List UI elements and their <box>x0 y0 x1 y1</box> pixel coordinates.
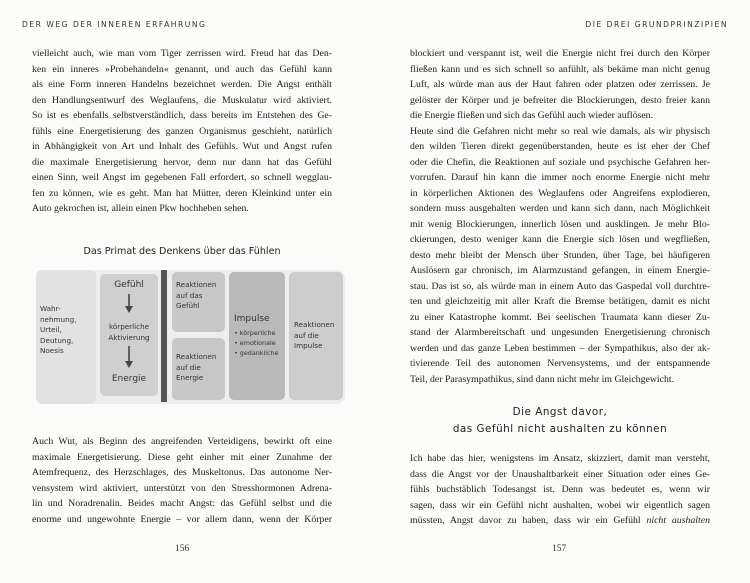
text-line: den wilden Tieren direkt gegenüberstanden, heute es ist eher der Chef <box>410 141 710 152</box>
text-line: gelöster der Körper und je befreiter die Blockierungen, desto freier kann <box>410 94 710 106</box>
figure-title: Das Primat des Denkens über das Fühlen <box>83 246 281 257</box>
reaktionen-energie-label <box>176 352 224 384</box>
koerperliche-aktivierung-label <box>100 322 158 343</box>
reaktionen-gefuehl-line: Gefühl <box>176 301 200 310</box>
perception-label <box>40 304 96 357</box>
perception-line: Wahr- <box>40 304 61 313</box>
perception-line: Urteil, <box>40 325 62 334</box>
reaktionen-gefuehl-label <box>176 280 224 312</box>
text-line: Auslösern gar chronisch, im Alarmzustand gefangen, in einem Energie- <box>410 265 710 276</box>
impulse-item: • emotionale <box>234 339 276 347</box>
text-line: vorrufen. Darauf hin kann die immer noch enorme Energie nicht mehr <box>410 172 710 183</box>
reaktionen-gefuehl-line: Reaktionen <box>176 280 217 289</box>
gefuehl-label: Gefühl <box>114 280 144 290</box>
running-header-left: DER WEG DER INNEREN ERFAHRUNG <box>22 20 207 29</box>
text-line: sondern muss ausgehalten werden und kann sich dann, nach Möglichkeit <box>410 203 710 214</box>
text-line: in Abhängigkeit von Art und Inhalt des Gefühls. Wut und Angst rufen <box>32 141 332 152</box>
right-page-bottom-text <box>410 451 710 529</box>
text-line: die maximale Energetisierung hervor, denn nur dann hat das Gefühl <box>32 156 332 168</box>
text-line: ckierungen, desto weniger kann die Energie sich lösen und wegfließen, <box>410 234 710 245</box>
koerperliche-line: körperliche <box>108 322 150 331</box>
left-page-bottom-text <box>32 434 332 527</box>
divider-bar <box>161 270 167 402</box>
section-heading-line-1: Die Angst davor, <box>512 406 608 418</box>
text-line: fühls buchstäblich Todesangst ist. Denn was bedeutet es, wenn wir <box>410 484 710 495</box>
impulse-title: Impulse <box>234 314 270 324</box>
text-line: müssten, Angst davor zu haben, dass wir ein Gefühl nicht aushalten <box>410 515 710 526</box>
left-page-top-text <box>32 46 332 217</box>
text-line: dass die Angst vor der Unaushaltbarkeit einer Situation oder eines Ge- <box>410 468 710 480</box>
text-line: tivierende Teil des autonomen Nervensystems, und der entspannende <box>410 358 710 369</box>
text-line: oder die Chefin, die Reaktionen auf soziale und psychische Gefahren her- <box>410 156 710 168</box>
text-line: einen Sinn, weil Angst im gegebenen Fall erfordert, so schnell wegglau- <box>32 172 332 183</box>
reaktionen-impulse-line: Impulse <box>294 341 323 350</box>
impulse-list <box>234 328 286 358</box>
koerperliche-line: Aktivierung <box>108 332 150 342</box>
italic-phrase: nicht aushalten <box>646 515 710 526</box>
text-line: fühls eine Energetisierung des ganzen Organismus geschieht, natürlich <box>32 125 332 137</box>
text-line: den Handlungsentwurf des Weglaufens, die Muskulatur wird aktiviert. <box>32 94 332 106</box>
text-line: die Energie fließen und sich das Gefühl auch wieder auflösen. <box>410 110 654 121</box>
text-line: als eine Form inneren Handelns bezeichnet werden. Die Angst enthält <box>32 79 332 90</box>
text-line: fließen kann und es sich schnell so anfühlt, als bekäme man nicht genug <box>410 63 710 75</box>
text-line: Atemfrequenz, des Herzschlages, des Muskeltonus. Das autonome Ner- <box>32 467 332 478</box>
reaktionen-impulse-line: Reaktionen <box>294 320 335 329</box>
reaktionen-energie-line: auf die <box>176 362 201 372</box>
text-line: Auch Wut, als Beginn des angreifenden Verteidigens, bewirkt oft eine <box>32 436 332 447</box>
reaktionen-energie-line: Energie <box>176 373 204 382</box>
text-line: in körperlichen Aktionen des Weglaufens oder Angreifens explodieren, <box>410 187 710 199</box>
text-line: lin und Noradrenalin. Beides macht Angst: das Gefühl selbst und die <box>32 498 332 509</box>
perception-line: nehmung, <box>40 314 77 324</box>
reaktionen-impulse-label <box>294 320 342 352</box>
reaktionen-impulse-line: auf die <box>294 330 319 340</box>
page-number-left: 156 <box>175 544 190 554</box>
energie-label: Energie <box>111 374 147 384</box>
perception-line: Noesis <box>40 346 64 355</box>
figure <box>32 268 350 406</box>
text-line: ken ein inneres »Probehandeln« genannt, und auch das Gefühl kann <box>32 63 332 75</box>
text-line: Luft, als würde man aus der Haut fahren oder platzen oder zerrissen. Je <box>410 79 710 90</box>
text-line: maximale Energetisierung. Diese geht einher mit einer Zunahme der <box>32 451 332 463</box>
text-line: mit wenig Blockierungen, innerlich lösen und ausklingen. Je mehr Blo- <box>410 218 710 230</box>
text-line: desto mehr bleibt der Mensch über Stunden, über Tage, bei häufigeren <box>410 249 710 261</box>
text-line: Teil, der Parasympathikus, sind dann nicht mehr im Gleichgewicht. <box>410 373 675 385</box>
impulse-item: • gedankliche <box>234 349 279 357</box>
page-number-right: 157 <box>552 544 567 554</box>
perception-line: Deutung, <box>40 335 74 345</box>
section-heading <box>410 404 710 437</box>
reaktionen-gefuehl-line: auf das <box>176 290 203 300</box>
text-line: zu einer Katastrophe kommt. Bei seelischen Traumata kann dieser Zu- <box>410 311 710 323</box>
text-line: stau. Das ist so, als würde man in einem Auto das Gaspedal voll durchtre- <box>410 280 710 292</box>
text-line: Heute sind die Gefahren nicht mehr so real wie damals, als wir physisch <box>410 125 710 137</box>
text-line: Ich habe das hier, wenigstens im Ansatz, skizziert, damit man versteht, <box>410 453 710 464</box>
text-line: fen zu können, wie es geht. Man hat Mütter, deren Kleinkind unter ein <box>32 187 332 199</box>
text-line: vielleicht auch, wie man vom Tiger zerrissen wird. Freud hat das Den- <box>32 48 332 59</box>
right-page-top-text <box>410 46 710 387</box>
section-heading-line-2: das Gefühl nicht aushalten zu können <box>452 422 668 435</box>
text-line: Auto gekrochen ist, allein einen Pkw hochheben sehen. <box>32 203 249 214</box>
text-line: ten und gleichzeitig mit aller Kraft die Bremse betätigen, damit es nicht <box>410 296 710 307</box>
text-line: So ist es ebenfalls selbstverständlich, dass bereits im Entstehen des Ge- <box>32 110 332 121</box>
text-line: stand der Alarmbereitschaft und ungesunden Energetisierung chronisch <box>410 327 710 338</box>
text-line: vensystem wird aktiviert, unterstützt von den Stresshormonen Adrena- <box>32 482 332 494</box>
text-line: sagen, dass wir ein Gefühl nicht aushalten, wobei wir eigentlich sagen <box>410 499 710 511</box>
impulse-item: • körperliche <box>234 329 276 337</box>
reaktionen-energie-line: Reaktionen <box>176 352 217 361</box>
running-header-right: DIE DREI GRUNDPRINZIPIEN <box>585 20 728 29</box>
text-line: enorme und ungewohnte Energie – vor allem dann, wenn der Körper <box>32 513 332 525</box>
text-line: werden und das ganze Leben bestimmen – der Sympathikus, also der ak- <box>410 342 710 354</box>
text-line: blockiert und verspannt ist, weil die Energie nicht frei durch den Körper <box>410 48 710 59</box>
